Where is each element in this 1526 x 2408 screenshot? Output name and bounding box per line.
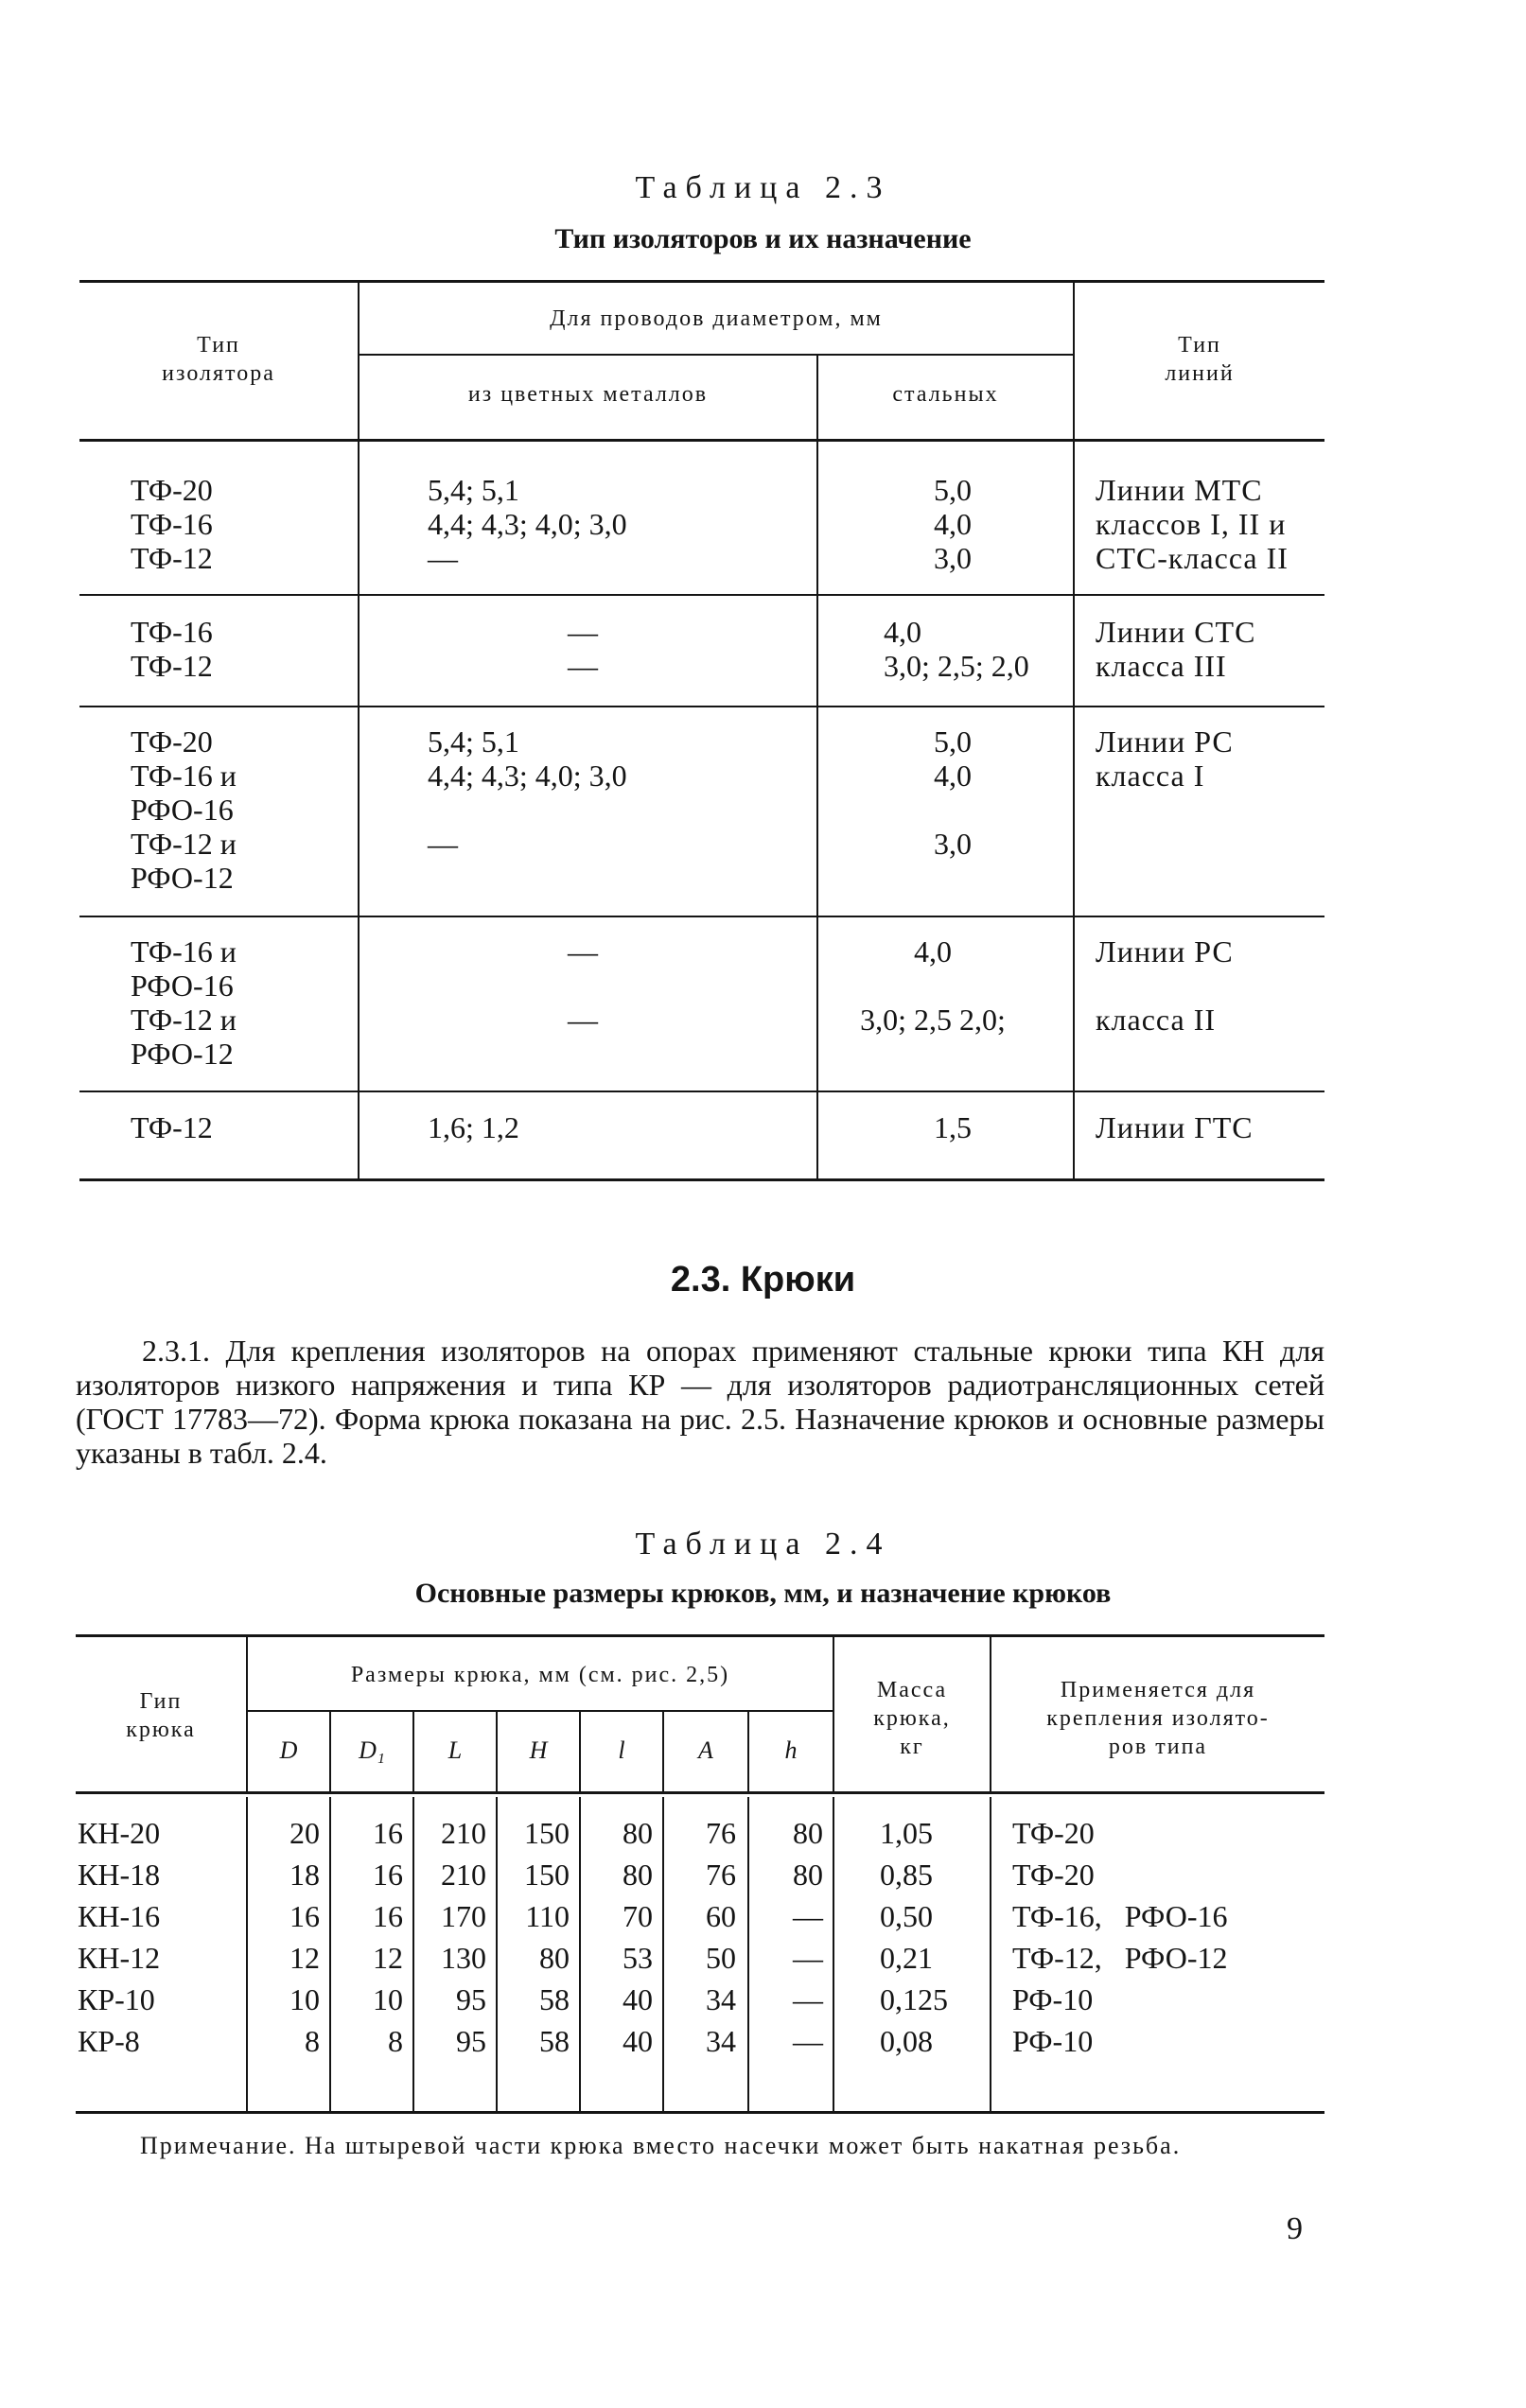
- table24-cell-applied: ТФ-20: [1012, 1816, 1095, 1850]
- table24-cell-d1: 12: [373, 1941, 403, 1975]
- table23-row-rule: [79, 706, 1324, 707]
- table24-cell-h: 150: [524, 1858, 570, 1892]
- table23-cell-steel: 5,0 4,0 3,0: [934, 724, 972, 861]
- table23-row-rule: [79, 1091, 1324, 1092]
- table23-bottom-rule: [79, 1178, 1324, 1181]
- table24-cell-applied: РФ-10: [1012, 1982, 1094, 2016]
- page-number: 9: [1287, 2211, 1303, 2246]
- table23-cell-lines: Линии РС класса II: [1096, 934, 1234, 1037]
- table24-cell-d1: 8: [388, 2024, 403, 2058]
- table23-cell-lines: Линии МТС классов I, II и СТС-класса II: [1096, 473, 1289, 575]
- table23-cell-steel: 5,0 4,0 3,0: [934, 473, 972, 575]
- table24-cell-mass: 0,50: [880, 1899, 933, 1933]
- table24-cell-h: 58: [539, 1982, 570, 2016]
- table24-header-D1: D₁: [359, 1736, 385, 1764]
- table24-cell-applied: ТФ-12, РФО-12: [1012, 1941, 1228, 1975]
- table24-cell-h: 80: [539, 1941, 570, 1975]
- table23-title: Тип изоляторов и их назначение: [554, 223, 972, 254]
- table23-caption: Таблица 2.3: [635, 170, 891, 205]
- table24-cell-d: 8: [305, 2024, 320, 2058]
- table24-col-rule: [833, 1797, 834, 2111]
- table24-cell-hook: КН-20: [78, 1816, 161, 1850]
- header-text: Тип: [1178, 333, 1221, 358]
- table24-cell-applied: РФ-10: [1012, 2024, 1094, 2058]
- table24-cell-hook: КР-8: [78, 2024, 140, 2058]
- table23-cell-type: ТФ-20 ТФ-16 и РФО-16 ТФ-12 и РФО-12: [131, 724, 237, 895]
- header-text: Гип: [139, 1689, 183, 1714]
- table23-cell-lines: Линии СТС класса III: [1096, 615, 1256, 683]
- table24-cell-a: 34: [706, 1982, 736, 2016]
- table24-header-l: l: [618, 1736, 625, 1764]
- table24-cell-d: 10: [289, 1982, 320, 2016]
- table24-cell-a: 76: [706, 1816, 736, 1850]
- table24-col-rule: [990, 1797, 991, 2111]
- table24-cell-l: 210: [441, 1858, 486, 1892]
- table24-cell-l: 170: [441, 1899, 486, 1933]
- table24-cell-a: 50: [706, 1941, 736, 1975]
- table23-header-type: [79, 331, 358, 388]
- table24-cell-h: 58: [539, 2024, 570, 2058]
- table24-cell-l: 95: [456, 1982, 486, 2016]
- table24-cell-hook: КН-18: [78, 1858, 161, 1892]
- table23-header-lines: [1075, 331, 1324, 388]
- table23-cell-nonferrous: 1,6; 1,2: [428, 1110, 519, 1144]
- section-heading: 2.3. Крюки: [670, 1260, 856, 1300]
- table24-cell-l: 130: [441, 1941, 486, 1975]
- table23-header-steel: стальных: [892, 382, 999, 407]
- table24-cell-a: 60: [706, 1899, 736, 1933]
- table23-cell-type: ТФ-16 ТФ-12: [131, 615, 213, 683]
- table23-cell-steel: 4,0 3,0; 2,5 2,0;: [860, 934, 1006, 1037]
- table24-cell-mass: 0,125: [880, 1982, 948, 2016]
- header-text: изолятора: [162, 361, 275, 386]
- table24-cell-h: —: [793, 1941, 823, 1975]
- header-text: Тип: [197, 333, 240, 358]
- table24-group-rule: [248, 1710, 834, 1712]
- table24-cell-mass: 0,21: [880, 1941, 933, 1975]
- table24-cell-l: 40: [623, 2024, 653, 2058]
- table23-header-nonferrous: из цветных металлов: [467, 382, 709, 407]
- table24-cell-l: 80: [623, 1858, 653, 1892]
- table24-cell-d: 20: [289, 1816, 320, 1850]
- table24-cell-hook: КН-12: [78, 1941, 161, 1975]
- table23-header-rule: [79, 439, 1324, 442]
- table23-cell-steel: 4,0 3,0; 2,5; 2,0: [884, 615, 1029, 683]
- table24-header-mass: Масса крюка, кг: [873, 1678, 951, 1759]
- table24-cell-d1: 16: [373, 1816, 403, 1850]
- table24-cell-d1: 10: [373, 1982, 403, 2016]
- table23-top-rule: [79, 280, 1324, 283]
- table24-bottom-rule: [76, 2111, 1324, 2114]
- table23-cell-steel: 1,5: [934, 1110, 972, 1144]
- table24-cell-h: 80: [793, 1816, 823, 1850]
- table23-row-rule: [79, 594, 1324, 596]
- header-text: линий: [1165, 361, 1235, 386]
- table23-header-group: Для проводов диаметром, мм: [550, 306, 883, 331]
- table24-cell-d: 18: [289, 1858, 320, 1892]
- table23-row-rule: [79, 916, 1324, 917]
- table23-cell-nonferrous: 5,4; 5,1 4,4; 4,3; 4,0; 3,0 —: [428, 724, 627, 861]
- table24-header-applied: Применяется для крепления изолято- ров типа: [1046, 1678, 1270, 1759]
- table24-cell-d1: 16: [373, 1858, 403, 1892]
- table23-cell-type: ТФ-16 и РФО-16 ТФ-12 и РФО-12: [131, 934, 237, 1071]
- table24-cell-l: 95: [456, 2024, 486, 2058]
- table24-header-D: D: [279, 1736, 298, 1764]
- table24-cell-hook: КН-16: [78, 1899, 161, 1933]
- table24-cell-l: 70: [623, 1899, 653, 1933]
- table23-cell-lines: Линии ГТС: [1096, 1110, 1254, 1144]
- table23-group-rule: [360, 354, 1073, 356]
- table24-cell-l: 53: [623, 1941, 653, 1975]
- table24-cell-h: —: [793, 1899, 823, 1933]
- table24-caption: Таблица 2.4: [635, 1527, 891, 1562]
- table24-header-h: h: [784, 1736, 798, 1764]
- table24-cell-a: 76: [706, 1858, 736, 1892]
- table23-col-rule: [358, 282, 360, 1178]
- table24-header-L: L: [447, 1736, 463, 1764]
- table24-cell-d1: 16: [373, 1899, 403, 1933]
- section-paragraph: 2.3.1. Для крепления изоляторов на опорах применяют стальные крюки типа КН для изоляторов низкого напряжения и типа КР — для изоляторов радиотрансляционных сетей (ГОСТ 17783—72). Форма крюка показана на рис. 2.5. Назначение крюков и основные размеры указаны в табл. 2.4.: [76, 1334, 1324, 1470]
- table23-cell-nonferrous: — —: [568, 615, 598, 683]
- table24-cell-applied: ТФ-16, РФО-16: [1012, 1899, 1228, 1933]
- table24-col-rule: [246, 1636, 248, 1793]
- table24-header-hook: [76, 1687, 246, 1744]
- table24-cell-mass: 1,05: [880, 1816, 933, 1850]
- table23-cell-nonferrous: — —: [568, 934, 598, 1037]
- table24-cell-d: 12: [289, 1941, 320, 1975]
- table24-cell-h: —: [793, 1982, 823, 2016]
- table24-header-group: Размеры крюка, мм (см. рис. 2,5): [350, 1663, 730, 1687]
- table23-cell-lines: Линии РС класса I: [1096, 724, 1234, 793]
- table24-title: Основные размеры крюков, мм, и назначение крюков: [414, 1578, 1112, 1609]
- table24-cell-mass: 0,08: [880, 2024, 933, 2058]
- table24-cell-a: 34: [706, 2024, 736, 2058]
- table24-cell-h: 150: [524, 1816, 570, 1850]
- table24-cell-l: 40: [623, 1982, 653, 2016]
- table24-note: Примечание. На штыревой части крюка вместо насечки может быть накатная резьба.: [140, 2132, 1182, 2159]
- table23-cell-type: ТФ-20 ТФ-16 ТФ-12: [131, 473, 213, 575]
- table24-cell-hook: КР-10: [78, 1982, 155, 2016]
- header-text: крюка: [126, 1718, 196, 1742]
- table24-cell-mass: 0,85: [880, 1858, 933, 1892]
- table24-cell-h: 80: [793, 1858, 823, 1892]
- table23-cell-type: ТФ-12: [131, 1110, 213, 1144]
- table24-header-H: H: [529, 1736, 548, 1764]
- table23-cell-nonferrous: 5,4; 5,1 4,4; 4,3; 4,0; 3,0 —: [428, 473, 627, 575]
- table24-cell-d: 16: [289, 1899, 320, 1933]
- table24-header-A: A: [698, 1736, 713, 1764]
- table23-col-rule: [1073, 282, 1075, 1178]
- table24-cell-h: —: [793, 2024, 823, 2058]
- table24-top-rule: [76, 1634, 1324, 1637]
- table24-cell-l: 80: [623, 1816, 653, 1850]
- table24-cell-h: 110: [525, 1899, 570, 1933]
- table24-cell-applied: ТФ-20: [1012, 1858, 1095, 1892]
- table24-cell-l: 210: [441, 1816, 486, 1850]
- table24-header-rule: [76, 1791, 1324, 1794]
